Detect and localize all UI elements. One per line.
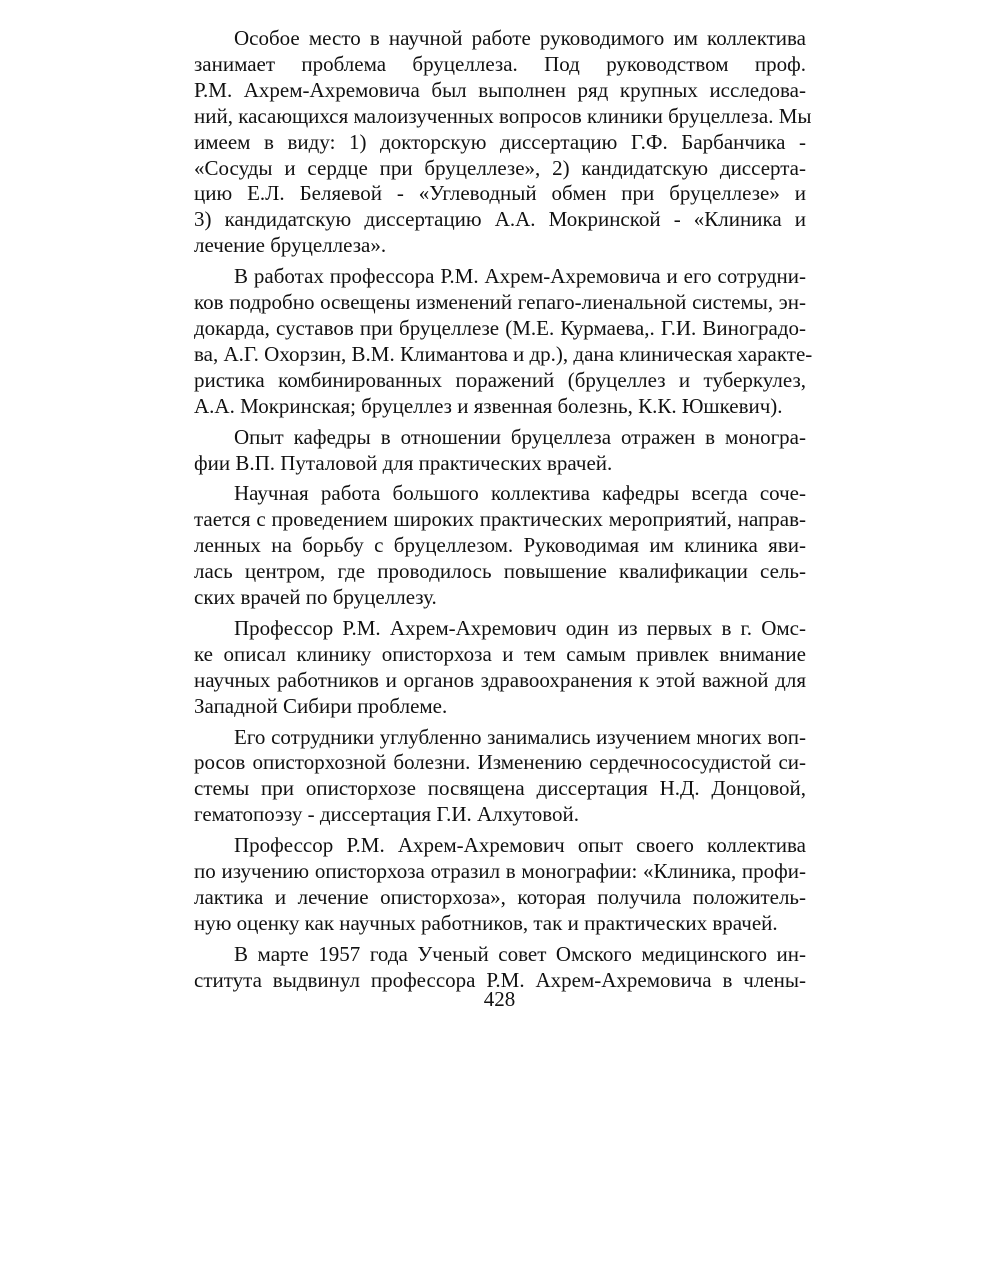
text-line: ристика комбинированных поражений (бруцеллез и туберкулез,	[194, 367, 806, 392]
paragraph	[194, 26, 812, 259]
text-line: докарда, суставов при бруцеллезе (М.Е. Курмаева,. Г.И. Виноградо-	[194, 315, 806, 340]
text-line: Профессор Р.М. Ахрем-Ахремович один из первых в г. Омс-	[234, 615, 806, 640]
text-line: стемы при описторхозе посвящена диссертация Н.Д. Донцовой,	[194, 776, 806, 801]
text-line: лась центром, где проводилось повышение квалификации сель-	[194, 559, 806, 584]
text-line: цию Е.Л. Беляевой - «Углеводный обмен при бруцеллезе» и	[194, 181, 806, 206]
text-line: «Сосуды и сердце при бруцеллезе», 2) кандидатскую диссерта-	[194, 155, 806, 180]
text-line: ских врачей по бруцеллезу.	[194, 585, 437, 610]
text-line: Научная работа большого коллектива кафедры всегда соче-	[234, 481, 806, 506]
text-line: ва, А.Г. Охорзин, В.М. Климантова и др.), дана клиническая характе-	[194, 341, 813, 366]
text-line: лечение бруцеллеза».	[194, 233, 387, 258]
text-line: ститута выдвинул профессора Р.М. Ахрем-Ахремовича в члены-	[194, 967, 806, 992]
text-line: гематопоэзу - диссертация Г.И. Алхутовой.	[194, 802, 580, 827]
text-line: лактика и лечение описторхоза», которая получила положитель-	[194, 885, 806, 909]
text-line: имеем в виду: 1) докторскую диссертацию Г.Ф. Барбанчика -	[194, 129, 806, 154]
text-line: фии В.П. Путаловой для практических врачей.	[194, 450, 613, 475]
text-line: ков подробно освещены изменений гепаго-лиенальной системы, эн-	[194, 290, 806, 315]
text-line: Р.М. Ахрем-Ахремовича был выполнен ряд крупных исследова-	[194, 77, 806, 102]
page-number: 428	[483, 987, 516, 1011]
text-line: по изучению описторхоза отразил в монографии: «Клиника, профи-	[194, 859, 806, 884]
text-line: ке описал клинику описторхоза и тем самым привлек внимание	[194, 641, 806, 666]
text-line: ний, касающихся малоизученных вопросов клиники бруцеллеза. Мы	[194, 103, 812, 128]
paragraph	[194, 264, 813, 419]
text-line: ленных на борьбу с бруцеллезом. Руководимая им клиника яви-	[194, 533, 806, 558]
paragraph	[194, 425, 806, 477]
paragraph	[194, 725, 806, 829]
paragraph	[194, 481, 806, 611]
text-line: росов описторхозной болезни. Изменению сердечнососудистой си-	[194, 750, 806, 775]
paragraph	[194, 616, 806, 720]
text-line: тается с проведением широких практических мероприятий, направ-	[194, 507, 806, 532]
text-line: Особое место в научной работе руководимого им коллектива	[234, 26, 806, 50]
text-line: научных работников и органов здравоохранения к этой важной для	[194, 667, 806, 692]
text-line: занимает проблема бруцеллеза. Под руководством проф.	[194, 51, 806, 76]
text-line: Профессор Р.М. Ахрем-Ахремович опыт своего коллектива	[234, 833, 806, 858]
text-line: ную оценку как научных работников, так и практических врачей.	[194, 910, 778, 935]
body-text	[194, 26, 813, 999]
text-line: В марте 1957 года Ученый совет Омского медицинского ин-	[234, 941, 806, 966]
text-line: А.А. Мокринская; бруцеллез и язвенная болезнь, К.К. Юшкевич).	[194, 393, 783, 418]
paragraph	[194, 833, 806, 937]
text-line: Опыт кафедры в отношении бруцеллеза отражен в моногра-	[234, 424, 806, 449]
text-line: Его сотрудники углубленно занимались изучением многих воп-	[234, 724, 806, 749]
text-line: 3) кандидатскую диссертацию А.А. Мокринской - «Клиника и	[194, 207, 806, 232]
text-line: В работах профессора Р.М. Ахрем-Ахремовича и его сотрудни-	[234, 264, 806, 289]
text-line: Западной Сибири проблеме.	[194, 693, 448, 718]
